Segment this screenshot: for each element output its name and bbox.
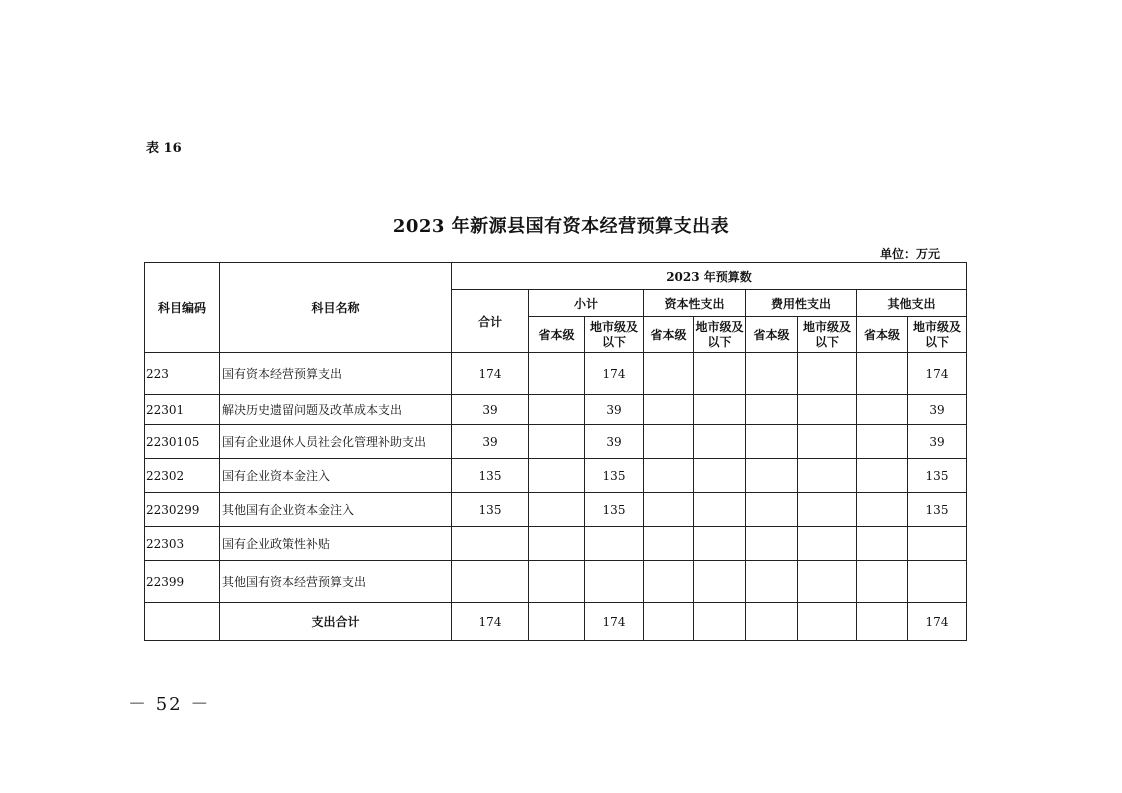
header-expense-city: 地市级及以下	[798, 317, 857, 353]
cell-cap-prov	[644, 353, 694, 395]
cell-exp-prov	[746, 603, 798, 641]
cell-cap-city	[694, 459, 746, 493]
cell-code: 2230105	[145, 425, 220, 459]
table-row	[145, 425, 967, 459]
header-name: 科目名称	[220, 263, 452, 353]
page-title: 2023 年新源县国有资本经营预算支出表	[392, 216, 730, 237]
cell-code: 2230299	[145, 493, 220, 527]
cell-cap-prov	[644, 527, 694, 561]
cell-cap-city	[694, 561, 746, 603]
header-other: 其他支出	[857, 290, 967, 317]
cell-sub-city	[585, 527, 644, 561]
cell-oth-prov	[857, 493, 908, 527]
cell-oth-city: 135	[908, 459, 967, 493]
cell-exp-prov	[746, 395, 798, 425]
cell-sub-prov	[529, 527, 585, 561]
cell-exp-city	[798, 493, 857, 527]
cell-sub-prov	[529, 353, 585, 395]
cell-sub-prov	[529, 425, 585, 459]
cell-name: 其他国有资本经营预算支出	[220, 561, 452, 603]
cell-name: 国有资本经营预算支出	[220, 353, 452, 395]
cell-exp-prov	[746, 459, 798, 493]
cell-sub-city: 174	[585, 603, 644, 641]
cell-cap-city	[694, 493, 746, 527]
cell-exp-city	[798, 603, 857, 641]
cell-oth-city: 39	[908, 425, 967, 459]
total-row	[145, 603, 967, 641]
cell-exp-city	[798, 425, 857, 459]
cell-cap-prov	[644, 561, 694, 603]
cell-oth-prov	[857, 353, 908, 395]
cell-sub-city: 174	[585, 353, 644, 395]
cell-cap-city	[694, 425, 746, 459]
cell-exp-city	[798, 459, 857, 493]
cell-cap-prov	[644, 395, 694, 425]
cell-sub-city: 39	[585, 425, 644, 459]
cell-exp-prov	[746, 527, 798, 561]
cell-cap-prov	[644, 425, 694, 459]
cell-sub-city: 135	[585, 493, 644, 527]
table-row	[145, 459, 967, 493]
header-code: 科目编码	[145, 263, 220, 353]
cell-total: 39	[452, 425, 529, 459]
header-budget-group: 2023 年预算数	[452, 263, 967, 290]
cell-name: 支出合计	[220, 603, 452, 641]
cell-total: 39	[452, 395, 529, 425]
header-capital: 资本性支出	[644, 290, 746, 317]
header-total: 合计	[452, 290, 529, 353]
table-row	[145, 561, 967, 603]
cell-sub-city: 135	[585, 459, 644, 493]
cell-total: 174	[452, 353, 529, 395]
cell-cap-city	[694, 603, 746, 641]
table-row	[145, 353, 967, 395]
header-expense-province: 省本级	[746, 317, 798, 353]
cell-total: 135	[452, 493, 529, 527]
cell-cap-city	[694, 395, 746, 425]
cell-oth-city: 39	[908, 395, 967, 425]
cell-sub-prov	[529, 395, 585, 425]
cell-code: 22303	[145, 527, 220, 561]
cell-code	[145, 603, 220, 641]
budget-expenditure-table	[144, 262, 967, 641]
cell-cap-prov	[644, 459, 694, 493]
cell-oth-city	[908, 561, 967, 603]
cell-exp-city	[798, 353, 857, 395]
cell-oth-prov	[857, 425, 908, 459]
cell-exp-prov	[746, 493, 798, 527]
header-expense: 费用性支出	[746, 290, 857, 317]
cell-oth-city: 174	[908, 353, 967, 395]
cell-exp-prov	[746, 425, 798, 459]
cell-cap-prov	[644, 603, 694, 641]
cell-oth-prov	[857, 395, 908, 425]
table-number-label: 表 16	[146, 141, 182, 156]
cell-sub-city	[585, 561, 644, 603]
cell-code: 223	[145, 353, 220, 395]
cell-code: 22399	[145, 561, 220, 603]
cell-sub-prov	[529, 561, 585, 603]
cell-oth-city	[908, 527, 967, 561]
cell-cap-prov	[644, 493, 694, 527]
cell-code: 22302	[145, 459, 220, 493]
cell-name: 解决历史遗留问题及改革成本支出	[220, 395, 452, 425]
header-subtotal: 小计	[529, 290, 644, 317]
cell-oth-prov	[857, 561, 908, 603]
cell-cap-city	[694, 527, 746, 561]
cell-name: 国有企业资本金注入	[220, 459, 452, 493]
cell-sub-city: 39	[585, 395, 644, 425]
header-other-city: 地市级及以下	[908, 317, 967, 353]
header-capital-city: 地市级及以下	[694, 317, 746, 353]
header-other-province: 省本级	[857, 317, 908, 353]
header-subtotal-city: 地市级及以下	[585, 317, 644, 353]
table-row	[145, 527, 967, 561]
header-capital-province: 省本级	[644, 317, 694, 353]
cell-exp-city	[798, 395, 857, 425]
page-number: － 52 －	[128, 694, 211, 715]
cell-exp-prov	[746, 561, 798, 603]
unit-label: 单位：万元	[880, 247, 941, 261]
table-row	[145, 395, 967, 425]
cell-total	[452, 527, 529, 561]
cell-total: 135	[452, 459, 529, 493]
cell-cap-city	[694, 353, 746, 395]
cell-exp-city	[798, 527, 857, 561]
cell-name: 其他国有企业资本金注入	[220, 493, 452, 527]
cell-total	[452, 561, 529, 603]
header-subtotal-province: 省本级	[529, 317, 585, 353]
cell-exp-prov	[746, 353, 798, 395]
cell-exp-city	[798, 561, 857, 603]
cell-total: 174	[452, 603, 529, 641]
cell-oth-prov	[857, 603, 908, 641]
cell-oth-city: 174	[908, 603, 967, 641]
cell-name: 国有企业政策性补贴	[220, 527, 452, 561]
cell-code: 22301	[145, 395, 220, 425]
cell-sub-prov	[529, 603, 585, 641]
table-row	[145, 493, 967, 527]
cell-oth-prov	[857, 459, 908, 493]
cell-sub-prov	[529, 459, 585, 493]
cell-name: 国有企业退休人员社会化管理补助支出	[220, 425, 452, 459]
cell-oth-city: 135	[908, 493, 967, 527]
cell-oth-prov	[857, 527, 908, 561]
cell-sub-prov	[529, 493, 585, 527]
